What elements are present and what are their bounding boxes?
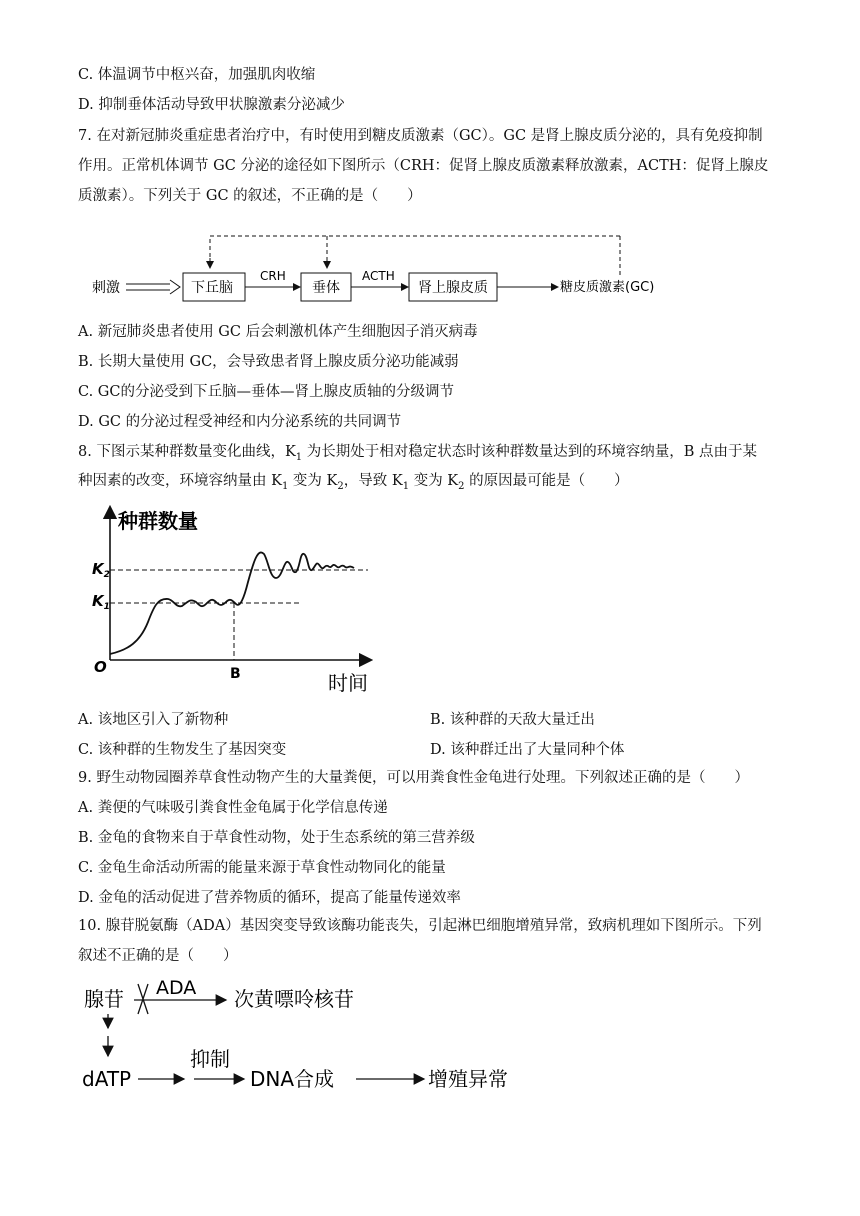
inhibit-label: 抑制 [190,1047,230,1071]
hollow-arrow [126,284,170,290]
pituitary-label: 垂体 [312,280,340,296]
k1-label: $K_1$ [92,592,110,612]
x-axis-label: 时间 [328,671,368,695]
crh-label: CRH [260,269,286,283]
q8-option-d: D. 该种群迁出了大量同种个体 [430,742,625,758]
ada-pathway-diagram [78,972,538,1102]
q7-option-b: B. 长期大量使用 GC，会导致患者肾上腺皮质分泌功能减弱 [78,354,459,370]
adenosine-label: 腺苷 [84,987,124,1011]
q8-option-a: A. 该地区引入了新物种 [78,712,229,728]
q8-stem-line2: 种因素的改变，环境容纳量由 $K_1$ 变为 $K_2$，导致 $K_1$ 变为 $K_2$ 的原因最可能是（ ） [78,473,629,492]
q9-stem: 9. 野生动物园圈养草食性动物产生的大量粪便，可以用粪食性金龟进行处理。下列叙述正确的是（ ） [78,770,749,786]
q10-stem-line1: 10. 腺苷脱氨酶（ADA）基因突变导致该酶功能丧失，引起淋巴细胞增殖异常，致病机理如下图所示。下列 [78,918,762,934]
adrenal-cortex-label: 肾上腺皮质 [418,280,488,296]
gc-regulation-diagram [90,228,670,308]
y-axis-label: 种群数量 [118,509,198,533]
q7-stem-line1: 7. 在对新冠肺炎重症患者治疗中，有时使用到糖皮质激素（GC）。GC 是肾上腺皮质分泌的，具有免疫抑制 [78,128,763,144]
dna-synthesis-label: DNA合成 [250,1067,335,1091]
q9-option-b: B. 金龟的食物来自于草食性动物，处于生态系统的第三营养级 [78,830,475,846]
origin-label: O [94,658,107,676]
hypoxanthine-label: 次黄嘌呤核苷 [234,987,354,1011]
gc-label: 糖皮质激素(GC) [560,280,655,295]
population-curve-chart [88,502,388,700]
stimulus-label: 刺激 [92,280,120,296]
acth-label: ACTH [362,269,395,283]
abnormal-proliferation-label: 增殖异常 [428,1067,508,1091]
k2-label: $K_2$ [92,560,110,580]
q9-option-c: C. 金龟生命活动所需的能量来源于草食性动物同化的能量 [78,860,446,876]
q7-stem-line3: 质激素）。下列关于 GC 的叙述，不正确的是（ ） [78,188,422,204]
q7-option-d: D. GC 的分泌过程受神经和内分泌系统的共同调节 [78,414,402,430]
hypothalamus-label: 下丘脑 [191,280,233,296]
datp-label: dATP [82,1067,132,1091]
q6-option-c: C. 体温调节中枢兴奋，加强肌肉收缩 [78,67,316,83]
q7-option-a: A. 新冠肺炎患者使用 GC 后会刺激机体产生细胞因子消灭病毒 [78,324,478,340]
q9-option-d: D. 金龟的活动促进了营养物质的循环，提高了能量传递效率 [78,890,461,906]
q10-stem-line2: 叙述不正确的是（ ） [78,948,238,964]
q8-option-b: B. 该种群的天敌大量迁出 [430,712,595,728]
q7-stem-line2: 作用。正常机体调节 GC 分泌的途径如下图所示（CRH：促肾上腺皮质激素释放激素，ACTH：促肾上腺皮 [78,158,769,174]
feedback-line-hypothalamus [210,236,620,268]
q8-option-c: C. 该种群的生物发生了基因突变 [78,742,287,758]
q8-stem-line1: 8. 下图示某种群数量变化曲线，$K_1$ 为长期处于相对稳定状态时该种群数量达到的环境容纳量，B 点由于某 [78,444,758,463]
q6-option-d: D. 抑制垂体活动导致甲状腺激素分泌减少 [78,97,345,113]
ada-label: ADA [156,977,197,999]
point-b-label: B [230,666,241,682]
q7-option-c: C. GC的分泌受到下丘脑—垂体—肾上腺皮质轴的分级调节 [78,384,454,400]
q9-option-a: A. 粪便的气味吸引粪食性金龟属于化学信息传递 [78,800,388,816]
